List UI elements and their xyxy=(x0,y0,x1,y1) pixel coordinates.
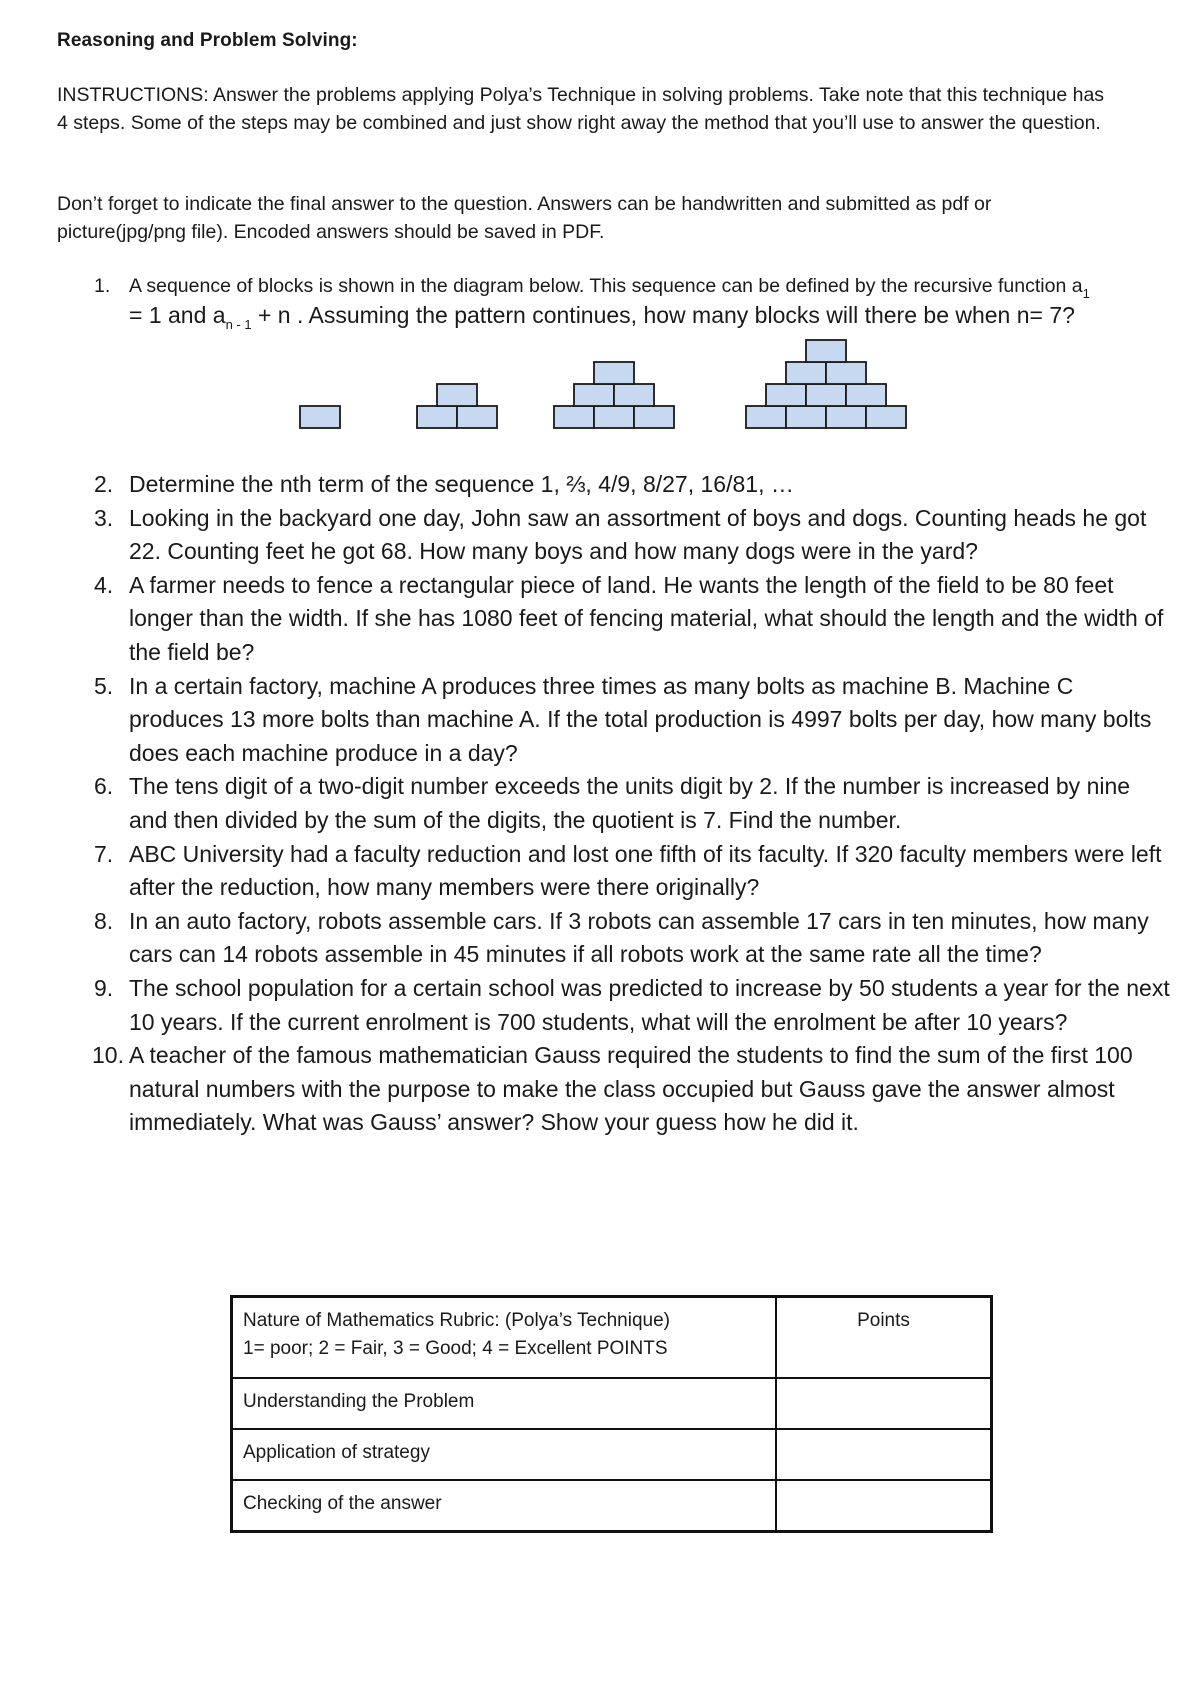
block xyxy=(806,384,846,406)
rubric-points-cell[interactable] xyxy=(776,1429,992,1480)
block xyxy=(826,406,866,428)
question-text: A teacher of the famous mathematician Gauss required the students to find the sum of the first 100 natural numbers with the purpose to make the class occupied but Gauss gave the answer almost immediately. What was Gauss’ answer? Show your guess how he did it. xyxy=(129,1042,1133,1136)
question-item xyxy=(94,770,1174,837)
block xyxy=(786,406,826,428)
page-title: Reasoning and Problem Solving: xyxy=(57,30,358,51)
block xyxy=(594,406,634,428)
question-text: In a certain factory, machine A produces three times as many bolts as machine B. Machine C produces 13 more bolts than machine A. If the total production is 4997 bolts per day, how many bolts does each machine produce in a day? xyxy=(129,672,1152,766)
question-number: 7. xyxy=(94,840,114,867)
block-sequence-diagram xyxy=(0,0,1200,450)
question-1-line-1: A sequence of blocks is shown in the diagram below. This sequence can be defined by the recursive function $a_1$ xyxy=(129,275,1090,301)
question-item xyxy=(94,838,1174,905)
block xyxy=(437,384,477,406)
block xyxy=(806,340,846,362)
question-number: 9. xyxy=(94,974,114,1001)
rubric-header-row xyxy=(232,1297,992,1379)
question-item xyxy=(94,670,1174,771)
rubric-table xyxy=(230,1295,993,1533)
question-number: 4. xyxy=(94,571,114,598)
question-text: Determine the nth term of the sequence 1, ⅔, 4/9, 8/27, 16/81, … xyxy=(129,471,794,497)
question-item xyxy=(94,569,1174,670)
block xyxy=(417,406,457,428)
question-item xyxy=(94,468,1174,502)
rubric-row xyxy=(232,1378,992,1429)
rubric-row xyxy=(232,1480,992,1532)
question-number: 6. xyxy=(94,773,114,800)
question-number: 8. xyxy=(94,907,114,934)
question-item xyxy=(94,1039,1174,1140)
block xyxy=(457,406,497,428)
rubric-criterion: Understanding the Problem xyxy=(232,1378,777,1429)
question-number: 1. xyxy=(94,275,111,297)
question-text: The school population for a certain school was predicted to increase by 50 students a year for the next 10 years. If the current enrolment is 700 students, what will the enrolment be after 10 years? xyxy=(129,974,1170,1035)
rubric-scale-legend: 1= poor; 2 = Fair, 3 = Good; 4 = Excellent POINTS xyxy=(243,1338,668,1359)
question-number: 2. xyxy=(94,471,114,497)
question-text: A farmer needs to fence a rectangular piece of land. He wants the length of the field to be 80 feet longer than the width. If she has 1080 feet of fencing material, what should the length and the width of the field be? xyxy=(129,571,1164,665)
block xyxy=(826,362,866,384)
block-figure xyxy=(746,340,906,428)
question-text: The tens digit of a two-digit number exceeds the units digit by 2. If the number is increased by nine and then divided by the sum of the digits, the quotient is 7. Find the number. xyxy=(129,773,1131,833)
block-figure xyxy=(554,362,674,428)
rubric-points-cell xyxy=(776,1480,992,1532)
question-text: In an auto factory, robots assemble cars. If 3 robots can assemble 17 cars in ten minutes, how many cars can 14 robots assemble in 45 minutes if all robots work at the same rate all the time? xyxy=(129,907,1149,968)
question-number: 10. xyxy=(92,1042,124,1069)
rubric-points-cell[interactable] xyxy=(776,1378,992,1429)
block xyxy=(866,406,906,428)
block xyxy=(300,406,340,428)
question-item xyxy=(94,502,1174,569)
block xyxy=(786,362,826,384)
question-number: 3. xyxy=(94,504,114,531)
block xyxy=(574,384,614,406)
question-1-line-2: = 1 and $a_{n - 1} + n$ . Assuming the pattern continues, how many blocks will there be when n= 7? xyxy=(129,302,1075,332)
rubric-row xyxy=(232,1429,992,1480)
question-text: ABC University had a faculty reduction and lost one fifth of its faculty. If 320 faculty members were left after the reduction, how many members were there originally? xyxy=(129,840,1162,901)
instructions-paragraph: INSTRUCTIONS: Answer the problems applying Polya’s Technique in solving problems. Take note that this technique has 4 steps. Some of the steps may be combined and just show right away the method that you’ll use to answer the question. xyxy=(57,84,1105,134)
block-figure xyxy=(417,384,497,428)
question-list xyxy=(94,468,1174,1140)
question-item xyxy=(94,905,1174,972)
block xyxy=(554,406,594,428)
block-figure xyxy=(300,406,340,428)
rubric-header-title: Nature of Mathematics Rubric: (Polya’s Technique) xyxy=(243,1310,670,1331)
question-item xyxy=(94,972,1174,1039)
rubric-criterion: Checking of the answer xyxy=(232,1480,777,1532)
block xyxy=(766,384,806,406)
rubric-header-cell xyxy=(232,1297,777,1379)
question-text: Looking in the backyard one day, John saw an assortment of boys and dogs. Counting heads he got 22. Counting feet he got 68. How many boys and how many dogs were in the yard? xyxy=(129,504,1147,565)
rubric-points-header: Points xyxy=(776,1297,992,1379)
block-sequence-figures xyxy=(300,340,906,428)
rubric-criterion: Application of strategy xyxy=(232,1429,777,1480)
question-number: 5. xyxy=(94,672,114,699)
block xyxy=(846,384,886,406)
block xyxy=(594,362,634,384)
block xyxy=(746,406,786,428)
block xyxy=(634,406,674,428)
block xyxy=(614,384,654,406)
reminder-paragraph: Don’t forget to indicate the final answer to the question. Answers can be handwritten and submitted as pdf or picture(jpg/png file). Encoded answers should be saved in PDF. xyxy=(57,193,992,243)
